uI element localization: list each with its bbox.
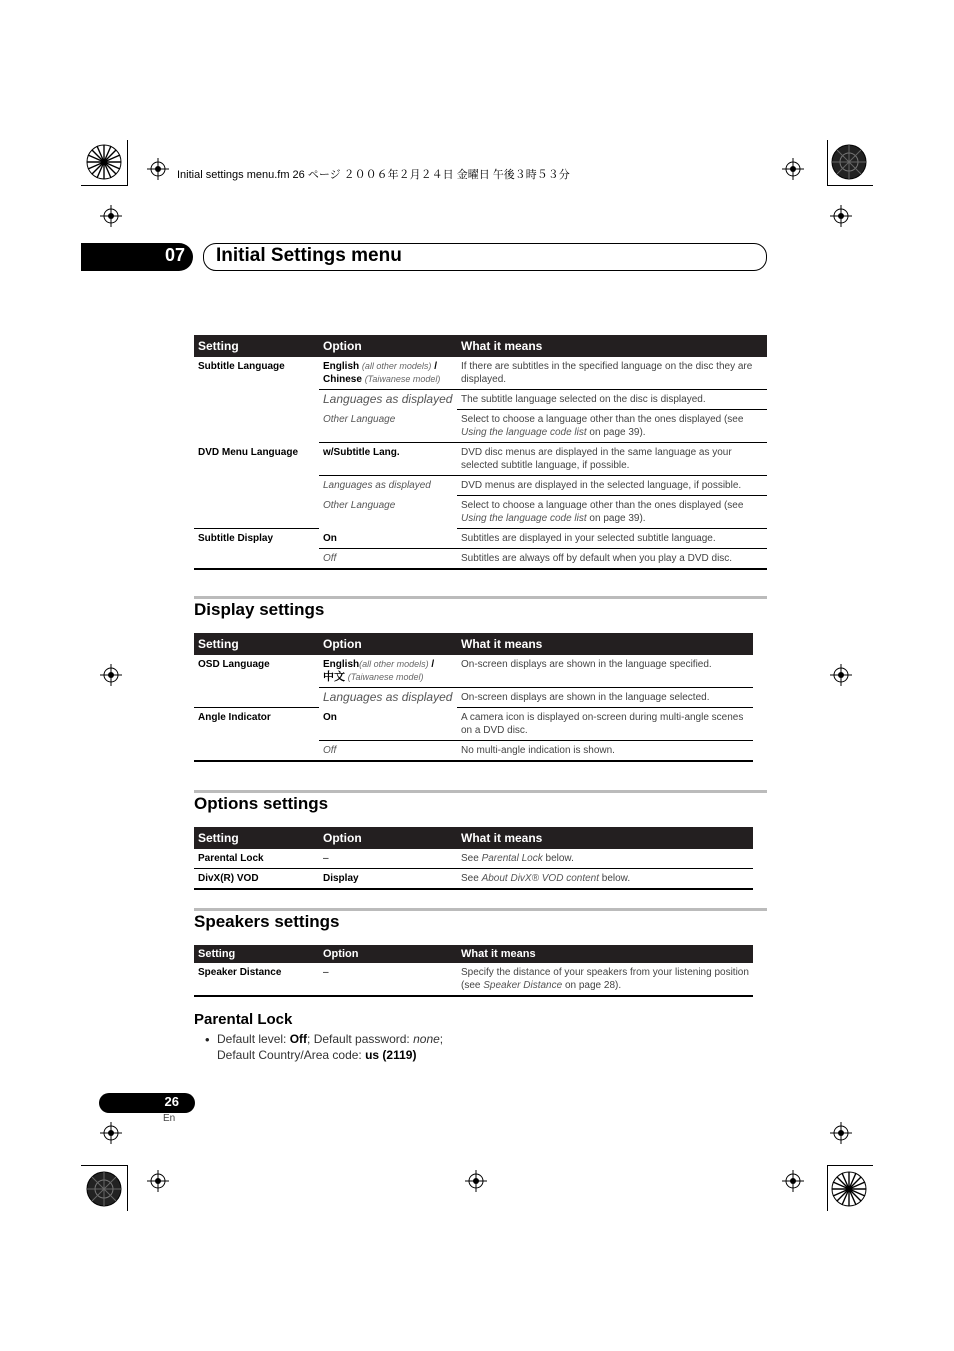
registration-crosshair-icon	[100, 1122, 122, 1144]
registration-starburst-icon	[831, 1171, 867, 1207]
header-option: Option	[319, 827, 457, 849]
option-cell: Off	[319, 741, 457, 762]
registration-crosshair-icon	[147, 158, 169, 180]
registration-starburst-icon	[831, 144, 867, 180]
table-row	[194, 869, 753, 890]
option-cell: Other Language	[323, 499, 396, 511]
header-setting: Setting	[194, 827, 319, 849]
setting-name: Speaker Distance	[194, 963, 319, 996]
table-row	[194, 708, 753, 741]
registration-crosshair-icon	[782, 158, 804, 180]
table-row	[194, 357, 767, 390]
options-settings-heading: Options settings	[194, 794, 329, 813]
chapter-number: 07	[164, 245, 185, 265]
header-meaning: What it means	[457, 335, 767, 357]
table-row	[194, 443, 767, 476]
table-row	[194, 529, 767, 549]
crop-mark	[827, 140, 828, 186]
setting-name: OSD Language	[194, 655, 319, 708]
crop-mark	[81, 1165, 127, 1166]
parental-lock-line-2: Default Country/Area code: us (2119)	[217, 1048, 417, 1062]
option-cell: Off	[319, 549, 457, 570]
setting-name: DVD Menu Language	[194, 443, 319, 529]
crop-mark	[127, 140, 128, 186]
parental-lock-line-1: Default level: Off; Default password: none;	[217, 1032, 444, 1046]
meaning-cell: Specify the distance of your speakers from your listening position (see Speaker Distance on page 28).	[457, 963, 753, 996]
crop-mark	[827, 185, 873, 186]
meaning-cell: Select to choose a language other than the ones displayed (see Using the language code list on page 39).	[457, 496, 767, 529]
option-cell: –	[319, 963, 457, 996]
header-setting: Setting	[194, 945, 319, 963]
page-title: Initial Settings menu	[216, 245, 402, 266]
meaning-cell: DVD menus are displayed in the selected language, if possible.	[457, 476, 767, 496]
setting-name: Subtitle Language	[198, 361, 285, 372]
option-cell: On	[319, 529, 457, 549]
registration-crosshair-icon	[830, 205, 852, 227]
registration-crosshair-icon	[100, 205, 122, 227]
setting-name: Parental Lock	[194, 849, 319, 869]
header-setting: Setting	[194, 633, 319, 655]
section-rule	[194, 596, 767, 599]
meaning-cell: On-screen displays are shown in the language specified.	[457, 655, 753, 688]
file-info: Initial settings menu.fm 26 ページ ２００６年２月２４日 金曜日 午後３時５３分	[177, 169, 570, 181]
meaning-cell: Subtitles are displayed in your selected subtitle language.	[457, 529, 767, 549]
display-settings-table	[194, 633, 753, 762]
setting-name: Subtitle Display	[194, 529, 319, 570]
option-cell: –	[319, 849, 457, 869]
meaning-cell: If there are subtitles in the specified language on the disc they are displayed.	[457, 357, 767, 390]
meaning-cell: See Parental Lock below.	[457, 849, 753, 869]
page-number-badge	[99, 1093, 195, 1113]
option-cell: English(all other models) / 中文 (Taiwanese model)	[319, 655, 457, 688]
option-cell: Other Language	[319, 410, 457, 443]
header-option: Option	[319, 335, 457, 357]
table-row	[194, 849, 753, 869]
table-row	[194, 655, 753, 688]
registration-starburst-icon	[86, 144, 122, 180]
chapter-title-box	[203, 243, 767, 271]
speakers-settings-table	[194, 945, 753, 997]
section-rule	[194, 790, 767, 793]
option-cell: Display	[319, 869, 457, 890]
option-cell: English (all other models) / Chinese (Taiwanese model)	[319, 357, 457, 390]
meaning-cell: The subtitle language selected on the disc is displayed.	[457, 390, 767, 410]
registration-crosshair-icon	[147, 1170, 169, 1192]
options-settings-table	[194, 827, 753, 890]
meaning-cell: A camera icon is displayed on-screen during multi-angle scenes on a DVD disc.	[457, 708, 753, 741]
parental-lock-bullet: •	[205, 1032, 210, 1047]
header-meaning: What it means	[457, 827, 753, 849]
table-header-row	[194, 335, 767, 357]
meaning-cell: On-screen displays are shown in the language selected.	[457, 688, 753, 708]
section-rule	[194, 908, 767, 911]
speakers-settings-heading: Speakers settings	[194, 912, 340, 931]
meaning-cell: See About DivX® VOD content below.	[457, 869, 753, 890]
table-header-row	[194, 633, 753, 655]
header-meaning: What it means	[457, 945, 753, 963]
table-row	[194, 963, 753, 996]
table-header-row	[194, 827, 753, 849]
chapter-number-badge	[81, 243, 193, 271]
option-cell: Languages as displayed	[323, 690, 453, 704]
crop-mark	[127, 1165, 128, 1211]
option-cell: On	[319, 708, 457, 741]
registration-starburst-icon	[86, 1171, 122, 1207]
display-settings-heading: Display settings	[194, 600, 325, 619]
page-number: 26	[164, 1094, 179, 1109]
option-cell: w/Subtitle Lang.	[319, 443, 457, 476]
meaning-cell: Subtitles are always off by default when you play a DVD disc.	[457, 549, 767, 570]
crop-mark	[81, 185, 127, 186]
parental-lock-heading: Parental Lock	[194, 1011, 293, 1028]
meaning-cell: Select to choose a language other than the ones displayed (see Using the language code list on page 39).	[457, 410, 767, 443]
meaning-cell: No multi-angle indication is shown.	[457, 741, 753, 762]
registration-crosshair-icon	[830, 664, 852, 686]
registration-crosshair-icon	[100, 664, 122, 686]
header-option: Option	[319, 633, 457, 655]
table-header-row	[194, 945, 753, 963]
option-cell: Languages as displayed	[323, 480, 431, 491]
header-setting: Setting	[194, 335, 319, 357]
registration-crosshair-icon	[830, 1122, 852, 1144]
setting-name: Angle Indicator	[194, 708, 319, 762]
header-meaning: What it means	[457, 633, 753, 655]
header-option: Option	[319, 945, 457, 963]
crop-mark	[827, 1165, 828, 1211]
language-label: En	[163, 1113, 176, 1124]
option-cell: Languages as displayed	[323, 392, 453, 406]
registration-crosshair-icon	[782, 1170, 804, 1192]
subtitle-settings-table	[194, 335, 767, 570]
setting-name: DivX(R) VOD	[194, 869, 319, 890]
registration-crosshair-icon	[465, 1170, 487, 1192]
crop-mark	[827, 1165, 873, 1166]
meaning-cell: DVD disc menus are displayed in the same language as your selected subtitle language, if possible.	[457, 443, 767, 476]
